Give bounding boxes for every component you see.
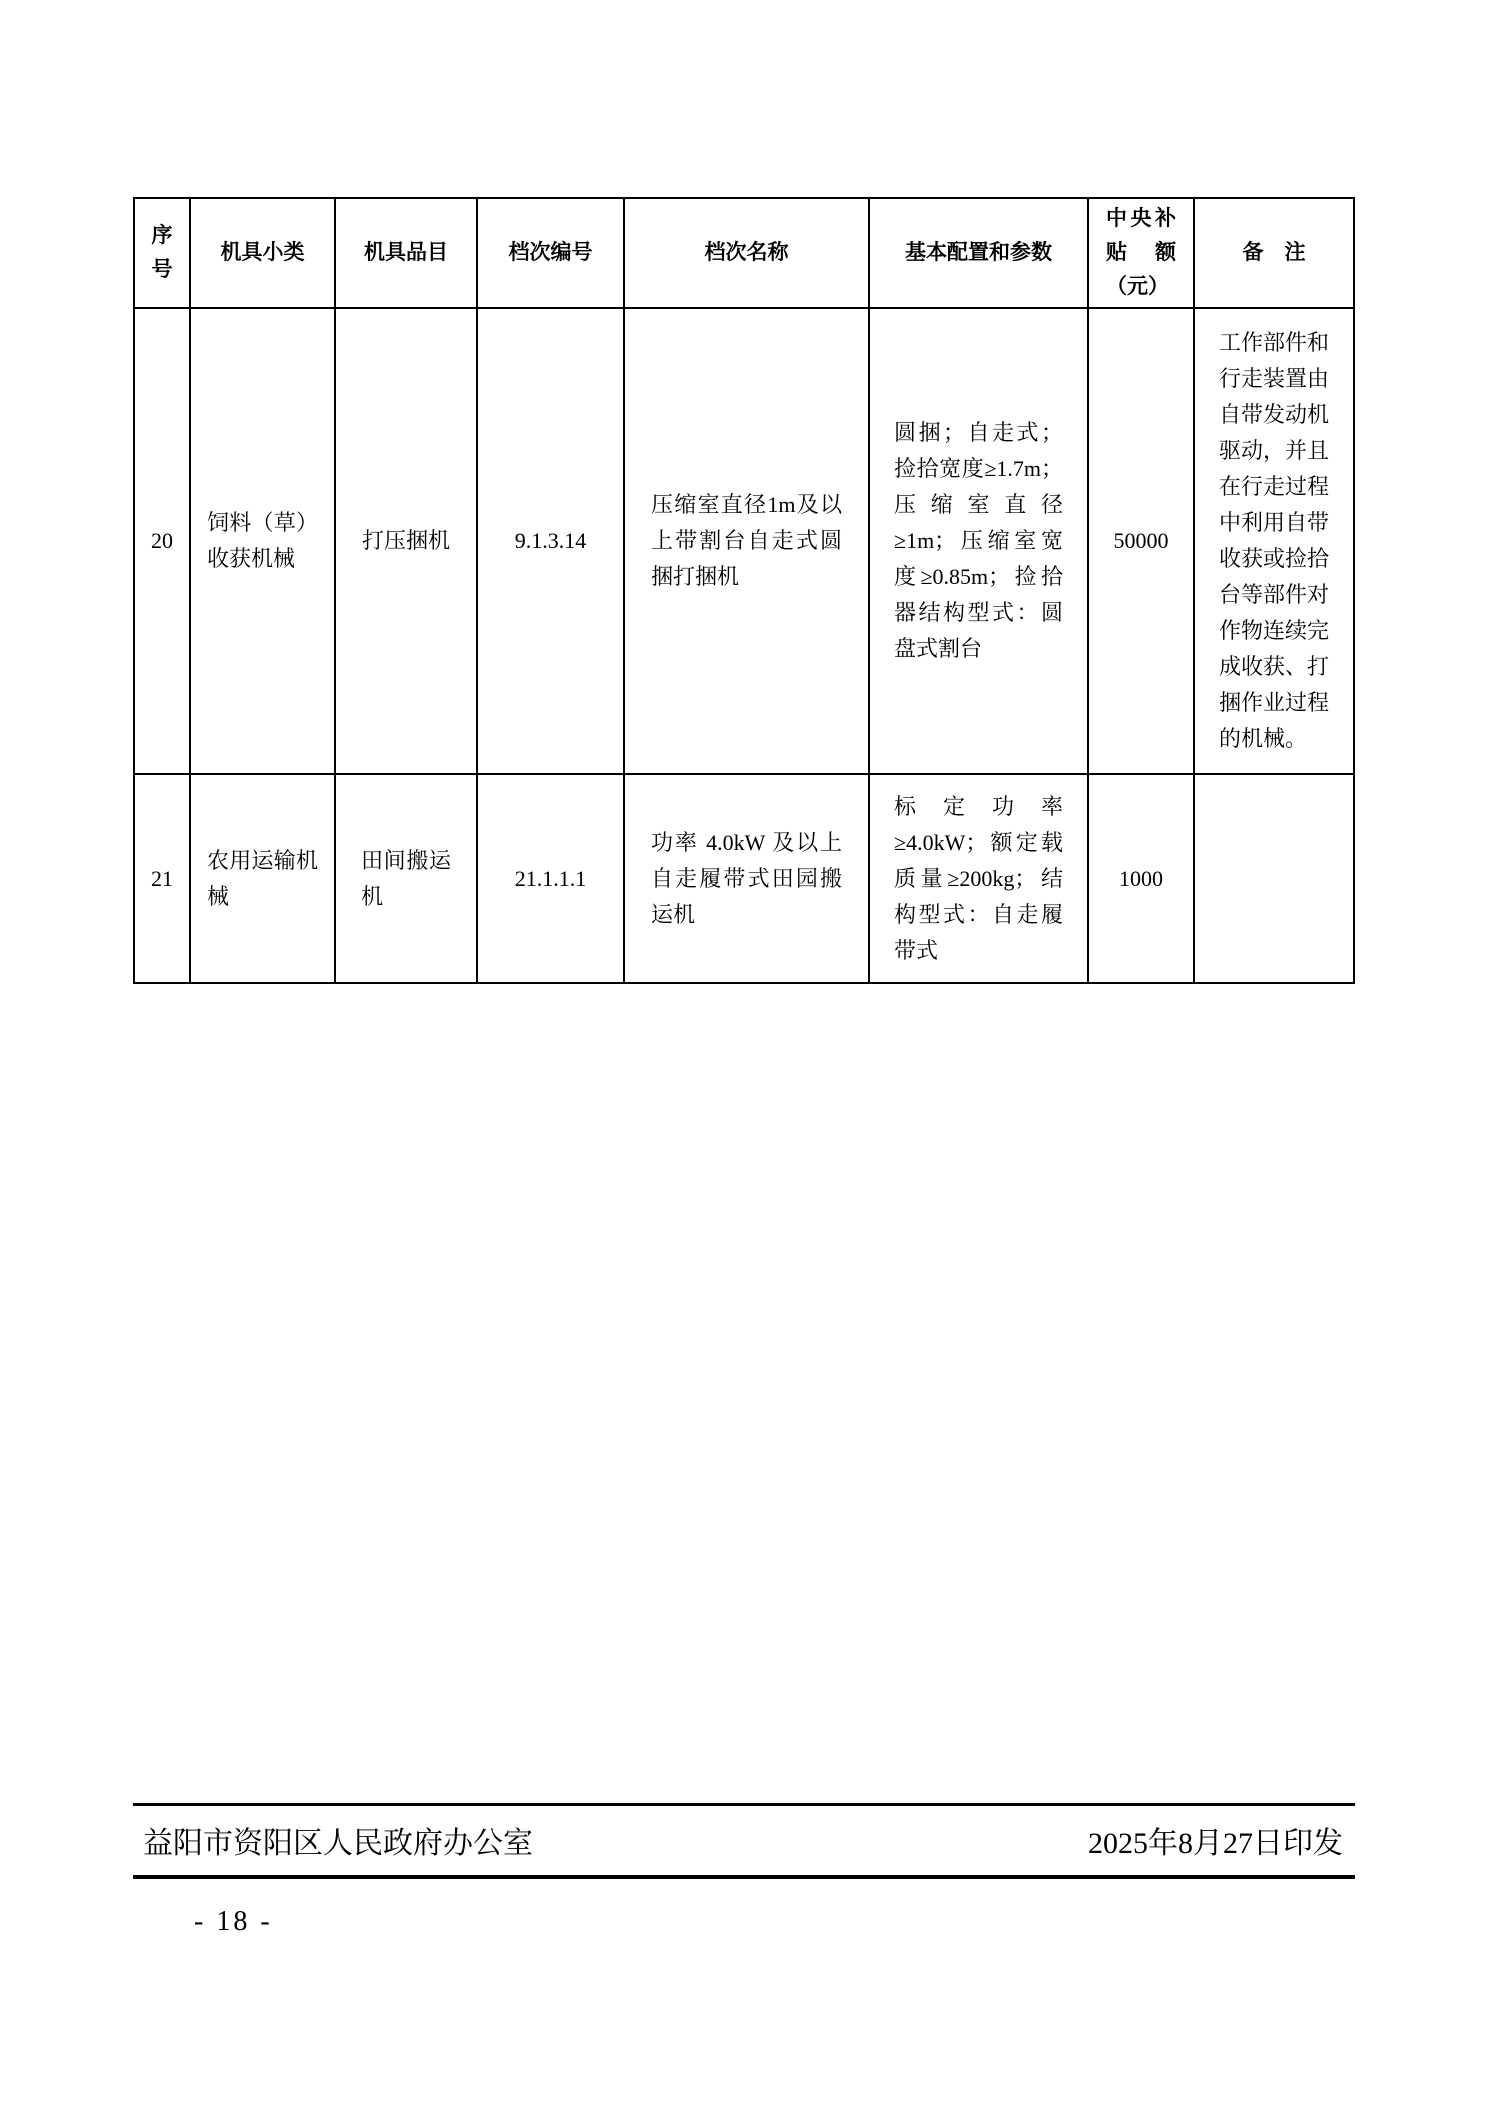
table-header-row xyxy=(134,198,1354,308)
col-header-seq xyxy=(134,198,190,308)
footer-top-rule xyxy=(133,1803,1355,1806)
cell-item: 田间搬运机 xyxy=(335,774,477,983)
cell-config: 圆捆；自走式；捡拾宽度≥1.7m；压缩室直径≥1m；压缩室宽度≥0.85m；捡拾器结构型式：圆盘式割台 xyxy=(869,308,1088,774)
cell-remark: 工作部件和行走装置由自带发动机驱动，并且在行走过程中利用自带收获或捡拾台等部件对作物连续完成收获、打捆作业过程的机械。 xyxy=(1194,308,1354,774)
cell-grade-code: 21.1.1.1 xyxy=(477,774,624,983)
footer-issuer: 益阳市资阳区人民政府办公室 xyxy=(143,1827,533,1860)
cell-subcategory: 饲料（草）收获机械 xyxy=(190,308,335,774)
footer-print-date: 2025年8月27日印发 xyxy=(1088,1827,1343,1860)
col-header-subcategory: 机具小类 xyxy=(190,198,335,308)
subsidy-table xyxy=(133,197,1355,984)
footer-bottom-rule xyxy=(133,1875,1355,1879)
cell-item: 打压捆机 xyxy=(335,308,477,774)
col-header-config: 基本配置和参数 xyxy=(869,198,1088,308)
cell-config: 标定功率≥4.0kW；额定载质量≥200kg；结构型式：自走履带式 xyxy=(869,774,1088,983)
cell-grade-code: 9.1.3.14 xyxy=(477,308,624,774)
document-footer xyxy=(143,1818,1343,1862)
cell-grade-name: 功率 4.0kW 及以上自走履带式田园搬运机 xyxy=(624,774,869,983)
cell-seq: 21 xyxy=(134,774,190,983)
col-header-grade-code: 档次编号 xyxy=(477,198,624,308)
col-header-subsidy-label: 中央补贴额（元） xyxy=(1106,207,1176,298)
cell-subsidy: 1000 xyxy=(1088,774,1194,983)
cell-subcategory: 农用运输机械 xyxy=(190,774,335,983)
col-header-subsidy xyxy=(1088,198,1194,308)
cell-remark xyxy=(1194,774,1354,983)
col-header-seq-label: 序号 xyxy=(151,224,173,281)
cell-subsidy: 50000 xyxy=(1088,308,1194,774)
page-number: - 18 - xyxy=(194,1906,273,1937)
col-header-grade-name: 档次名称 xyxy=(624,198,869,308)
col-header-remark: 备 注 xyxy=(1194,198,1354,308)
table-row xyxy=(134,308,1354,774)
col-header-item: 机具品目 xyxy=(335,198,477,308)
cell-grade-name: 压缩室直径1m及以上带割台自走式圆捆打捆机 xyxy=(624,308,869,774)
cell-seq: 20 xyxy=(134,308,190,774)
table-row xyxy=(134,774,1354,983)
